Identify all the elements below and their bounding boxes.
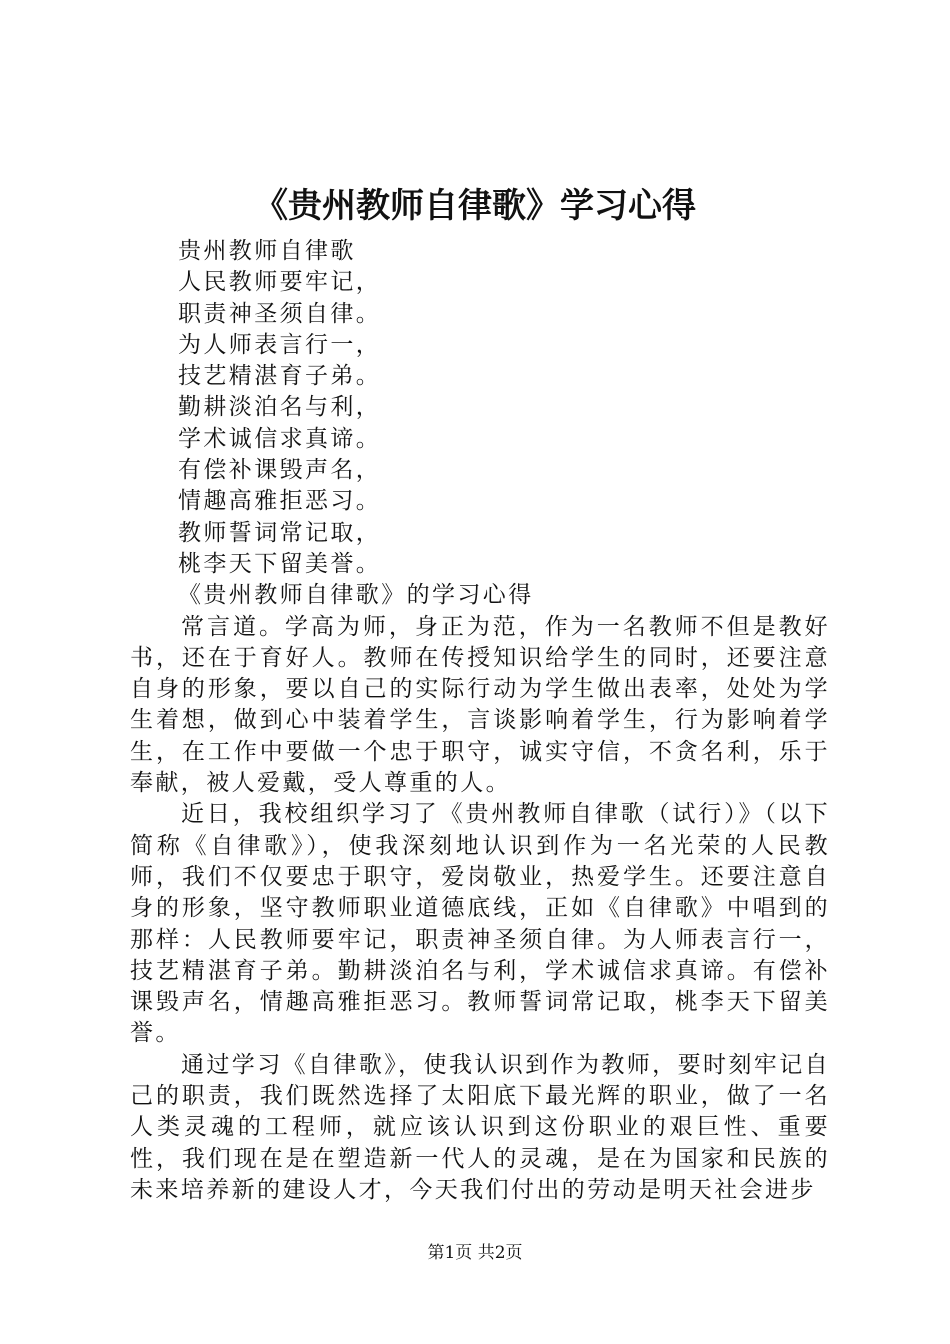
poem-line: 职责神圣须自律。 [178,300,382,327]
poem-line: 勤耕淡泊名与利， [178,394,382,421]
paragraph: 近日，我校组织学习了《贵州教师自律歌（试行）》（以下简称《自律歌》），使我深刻地认识到作为一名光荣的人民教师，我们不仅要忠于职守，爱岗敬业，热爱学生。还要注意自身的形象，坚守教师职业道德底线，正如《自律歌》中唱到的那样：人民教师要牢记，职责神圣须自律。为人师表言行一，技艺精湛育子弟。勤耕淡泊名与利，学术诚信求真谛。有偿补课毁声名，情趣高雅拒恶习。教师誓词常记取，桃李天下留美誉。 [130,801,830,1047]
paragraph: 通过学习《自律歌》，使我认识到作为教师，要时刻牢记自己的职责，我们既然选择了太阳底下最光辉的职业，做了一名人类灵魂的工程师，就应该认识到这份职业的艰巨性、重要性，我们现在是在塑造新一代人的灵魂，是在为国家和民族的未来培养新的建设人才，今天我们付出的劳动是明天社会进步 [130,1051,830,1203]
section-heading: 《贵州教师自律歌》的学习心得 [178,582,534,609]
poem-line: 人民教师要牢记， [178,269,382,296]
poem-line: 技艺精湛育子弟。 [178,363,382,390]
poem [130,236,830,580]
document-body [130,236,830,1206]
poem-line: 为人师表言行一， [178,331,382,358]
poem-line: 情趣高雅拒恶习。 [178,488,382,515]
poem-line: 桃李天下留美誉。 [178,550,382,577]
poem-title: 贵州教师自律歌 [178,238,356,264]
paragraph: 常言道。学高为师，身正为范，作为一名教师不但是教好书，还在于育好人。教师在传授知识给学生的同时，还要注意自身的形象，要以自己的实际行动为学生做出表率，处处为学生着想，做到心中装着学生，言谈影响着学生，行为影响着学生，在工作中要做一个忠于职守，诚实守信，不贪名利，乐于奉献，被人爱戴，受人尊重的人。 [130,613,830,797]
poem-line: 有偿补课毁声名， [178,457,382,484]
poem-line: 学术诚信求真谛。 [178,425,382,452]
page-number-footer: 第1页 共2页 [427,1243,523,1263]
poem-line: 教师誓词常记取， [178,519,382,546]
page-title: 《贵州教师自律歌》学习心得 [254,186,696,226]
